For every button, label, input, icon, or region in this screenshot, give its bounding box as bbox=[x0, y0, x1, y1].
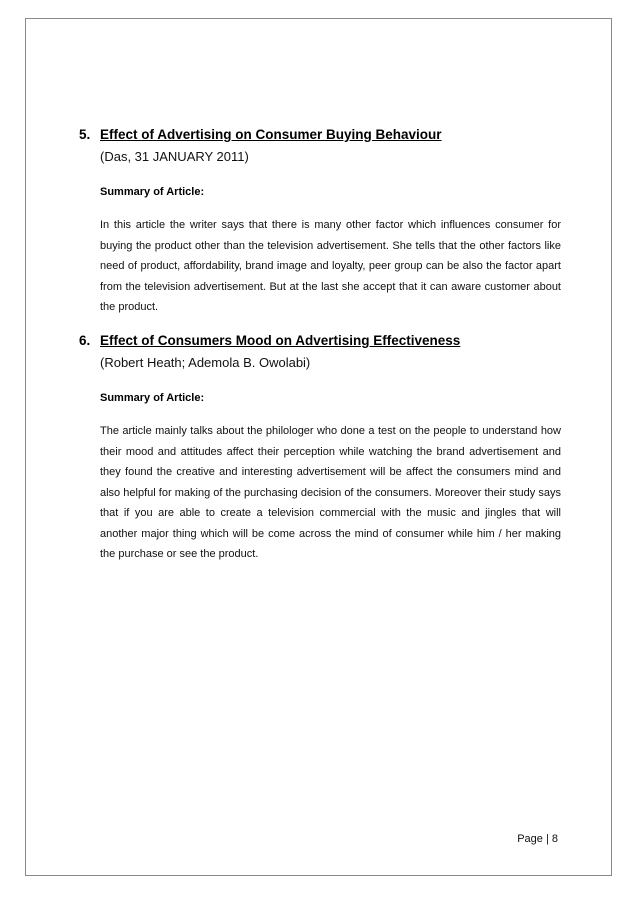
section-title: Effect of Advertising on Consumer Buying Behaviour bbox=[100, 127, 442, 142]
article-section-5 bbox=[79, 126, 561, 318]
section-number: 5. bbox=[79, 127, 91, 142]
section-body bbox=[100, 148, 561, 318]
section-heading bbox=[79, 332, 561, 350]
summary-paragraph: The article mainly talks about the philologer who done a test on the people to understand how their mood and attitudes affect their perception while watching the brand advertisement and they found the creative and interesting advertisement will be affect the consumers mind and also helpful for making of the purchasing decision of the consumers. Moreover their study says that if you are able to create a television commercial with the music and jingles that will another major thing which will be come across the mind of consumer while him / her making the purchase or see the product. bbox=[100, 425, 561, 560]
page-number: Page | 8 bbox=[517, 833, 558, 845]
summary-label: Summary of Article: bbox=[100, 392, 205, 404]
article-source: (Robert Heath; Ademola B. Owolabi) bbox=[100, 355, 311, 370]
article-section-6 bbox=[79, 332, 561, 565]
section-number: 6. bbox=[79, 333, 91, 348]
section-heading bbox=[79, 126, 561, 144]
summary-paragraph: In this article the writer says that there is many other factor which influences consumer for buying the product other than the television advertisement. She tells that the other factors like need of product, affordability, brand image and loyalty, peer group can be also the factor apart from the television advertisement. But at the last she accept that it can aware customer about the product. bbox=[100, 219, 561, 313]
article-source: (Das, 31 JANUARY 2011) bbox=[100, 149, 249, 164]
summary-label: Summary of Article: bbox=[100, 186, 205, 198]
section-body bbox=[100, 354, 561, 565]
section-title: Effect of Consumers Mood on Advertising Effectiveness bbox=[100, 333, 461, 348]
